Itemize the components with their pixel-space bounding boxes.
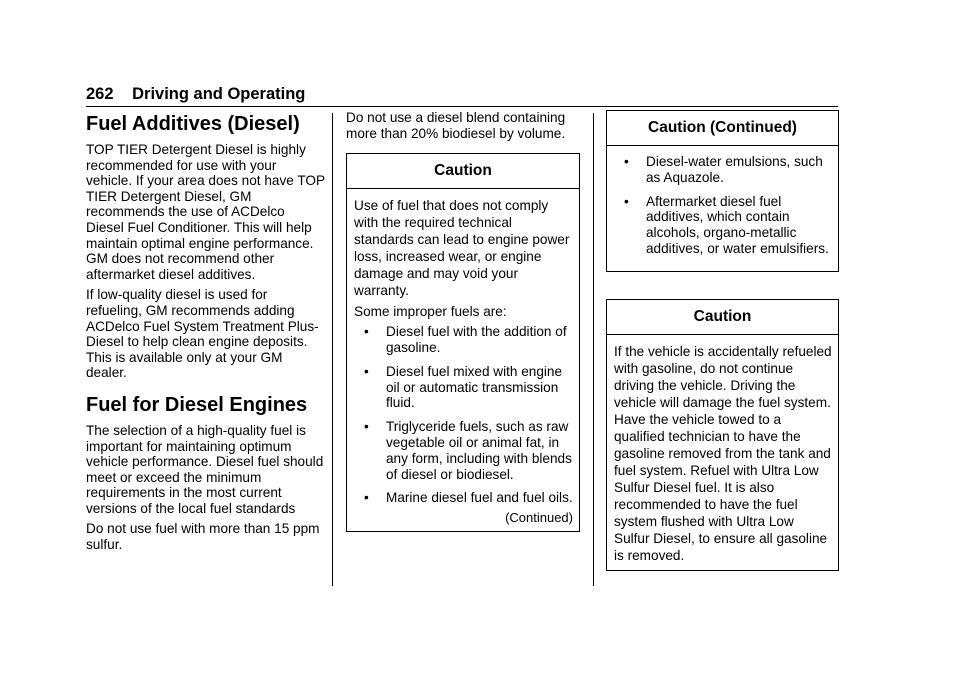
paragraph: If low-quality diesel is used for refueling, GM recommends adding ACDelco Fuel System Treatment Plus-Diesel to help clean engine deposits. This is available only at your GM dealer.	[86, 287, 319, 381]
list-item: • Aftermarket diesel fuel additives, which contain alcohols, organo-metallic additives, or water emulsifiers.	[624, 193, 829, 256]
caution-box	[346, 153, 580, 532]
paragraph: The selection of a high-quality fuel is important for maintaining optimum vehicle performance. Diesel fuel should meet or exceed the minimum requirements in the most current versions of the local fuel standards	[86, 422, 324, 516]
list-item: • Diesel-water emulsions, such as Aquazole.	[624, 154, 823, 185]
column-2	[346, 110, 580, 532]
column-1	[86, 110, 326, 553]
page-number: 262	[86, 85, 114, 103]
page-header	[86, 84, 838, 107]
heading-fuel-additives: Fuel Additives (Diesel)	[86, 113, 300, 135]
list-item: • Diesel fuel mixed with engine oil or automatic transmission fluid.	[364, 363, 563, 411]
improper-fuels-label: Some improper fuels are:	[354, 304, 507, 320]
column-3	[606, 110, 839, 571]
caution-body	[607, 335, 838, 570]
bullet-icon: •	[364, 419, 369, 435]
caution-continued-body	[607, 146, 838, 271]
column-divider	[332, 113, 333, 586]
heading-fuel-diesel-engines: Fuel for Diesel Engines	[86, 393, 308, 416]
caution-box-gasoline	[606, 299, 839, 571]
bullet-icon: •	[624, 193, 629, 209]
section-title: Driving and Operating	[132, 85, 306, 103]
paragraph: TOP TIER Detergent Diesel is highly recommended for use with your vehicle. If your area does not have TOP TIER Detergent Diesel, GM recommends the use of ACDelco Diesel Fuel Conditioner. This will help maintain optimal engine performance. GM does not recommend other aftermarket diesel additives.	[86, 142, 325, 282]
list-item: • Marine diesel fuel and fuel oils.	[364, 490, 573, 506]
caution-text: Use of fuel that does not comply with the required technical standards can lead to engine power loss, increased wear, or engine damage and may void your warranty.	[354, 198, 570, 299]
bullet-icon: •	[624, 154, 629, 169]
continued-label: (Continued)	[505, 510, 573, 526]
caution-continued-title: Caution (Continued)	[607, 111, 838, 146]
bullet-icon: •	[364, 324, 369, 340]
list-item: • Triglyceride fuels, such as raw vegetable oil or animal fat, in any form, including with blends of diesel or biodiesel.	[364, 419, 572, 482]
improper-fuels-list	[354, 324, 573, 506]
caution-title: Caution	[347, 154, 579, 189]
bullet-icon: •	[364, 363, 369, 379]
caution-text: If the vehicle is accidentally refueled with gasoline, do not continue driving the vehicle. Driving the vehicle will damage the fuel system. Have the vehicle towed to a qualified technician to have the gasoline removed from the tank and fuel system. Refuel with Ultra Low Sulfur Diesel fuel. It is also recommended to have the fuel system flushed with Ultra Low Sulfur Diesel, to ensure all gasoline is removed.	[614, 343, 832, 563]
column-divider	[593, 113, 594, 586]
list-item: • Diesel fuel with the addition of gasoline.	[364, 324, 567, 355]
paragraph: Do not use a diesel blend containing more than 20% biodiesel by volume.	[346, 110, 566, 141]
caution-title: Caution	[607, 300, 838, 335]
caution-continued-box	[606, 110, 839, 272]
caution-body	[347, 189, 579, 531]
improper-fuels-list-continued	[614, 154, 832, 257]
paragraph: Do not use fuel with more than 15 ppm sulfur.	[86, 521, 320, 553]
bullet-icon: •	[364, 490, 369, 506]
